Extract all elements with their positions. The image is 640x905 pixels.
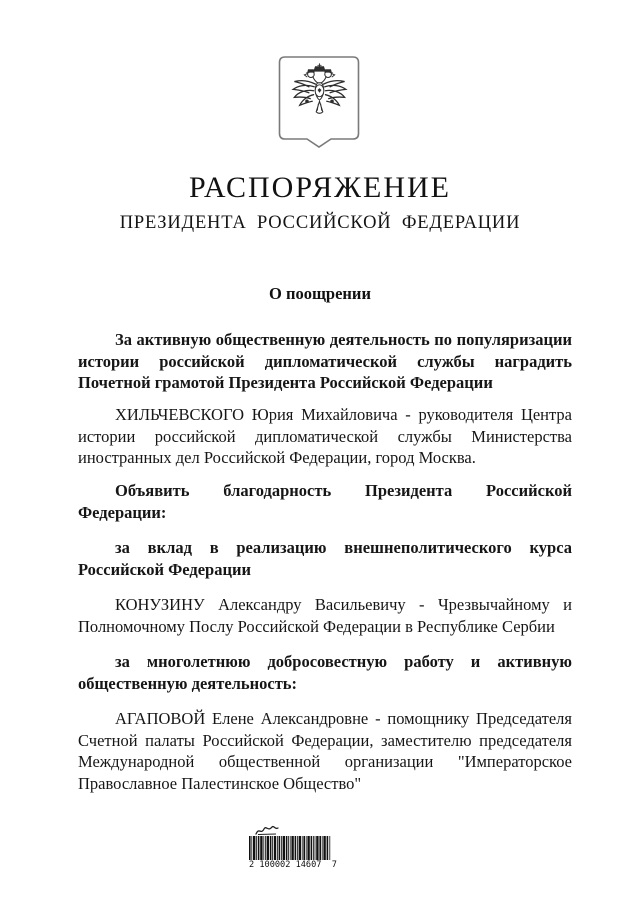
paragraph-gratitude-declaration	[78, 480, 572, 523]
barcode-digits: 2 100002 14607 7	[249, 860, 337, 870]
russian-coat-of-arms-icon	[278, 55, 361, 148]
text-line: Объявить благодарность Президента Российской	[115, 481, 572, 500]
text-line: истории российской дипломатической службы наградить	[78, 351, 572, 371]
document-subject-heading: О поощрении	[269, 284, 371, 303]
text-line: Международной общественной организации "Императорское	[78, 752, 572, 772]
text-line: Федерации:	[78, 502, 167, 522]
handwritten-mark	[255, 825, 285, 836]
paragraph-reason-long-service	[78, 651, 572, 694]
text-line: за многолетнюю добросовестную работу и активную	[115, 652, 572, 671]
document-issuer-subtitle: ПРЕЗИДЕНТА РОССИЙСКОЙ ФЕДЕРАЦИИ	[119, 213, 521, 233]
text-line: АГАПОВОЙ Елене Александровне - помощнику Председателя	[115, 709, 572, 728]
paragraph-awardee-agapova	[78, 708, 572, 794]
coat-of-arms-emblem	[278, 55, 361, 148]
paragraph-reason-foreign-policy	[78, 537, 572, 580]
text-line: истории российской дипломатической службы Министерства	[78, 426, 572, 446]
text-line: Российской Федерации	[78, 559, 251, 579]
text-line: иностранных дел Российской Федерации, город Москва.	[78, 448, 476, 468]
text-line: общественную деятельность:	[78, 673, 298, 693]
paragraph-awardee-khilchevsky	[78, 404, 572, 469]
text-line: Почетной грамотой Президента Российской Федерации	[78, 373, 493, 393]
text-line: ХИЛЬЧЕВСКОГО Юрия Михайловича - руководителя Центра	[115, 405, 572, 424]
document-type-title: РАСПОРЯЖЕНИЕ	[188, 171, 452, 204]
paragraph-awardee-konuzin	[78, 594, 572, 637]
text-line: за вклад в реализацию внешнеполитического курса	[115, 538, 572, 557]
text-line: За активную общественную деятельность по популяризации	[115, 330, 572, 349]
text-line: Православное Палестинское Общество"	[78, 773, 362, 793]
barcode-bars	[249, 836, 331, 860]
text-line: Счетной палаты Российской Федерации, заместителю председателя	[78, 730, 572, 750]
text-line: Полномочному Послу Российской Федерации в Республике Сербии	[78, 616, 555, 636]
text-line: КОНУЗИНУ Александру Васильевичу - Чрезвычайному и	[115, 595, 572, 614]
registration-barcode-block	[249, 825, 337, 870]
paragraph-award-basis	[78, 329, 572, 394]
